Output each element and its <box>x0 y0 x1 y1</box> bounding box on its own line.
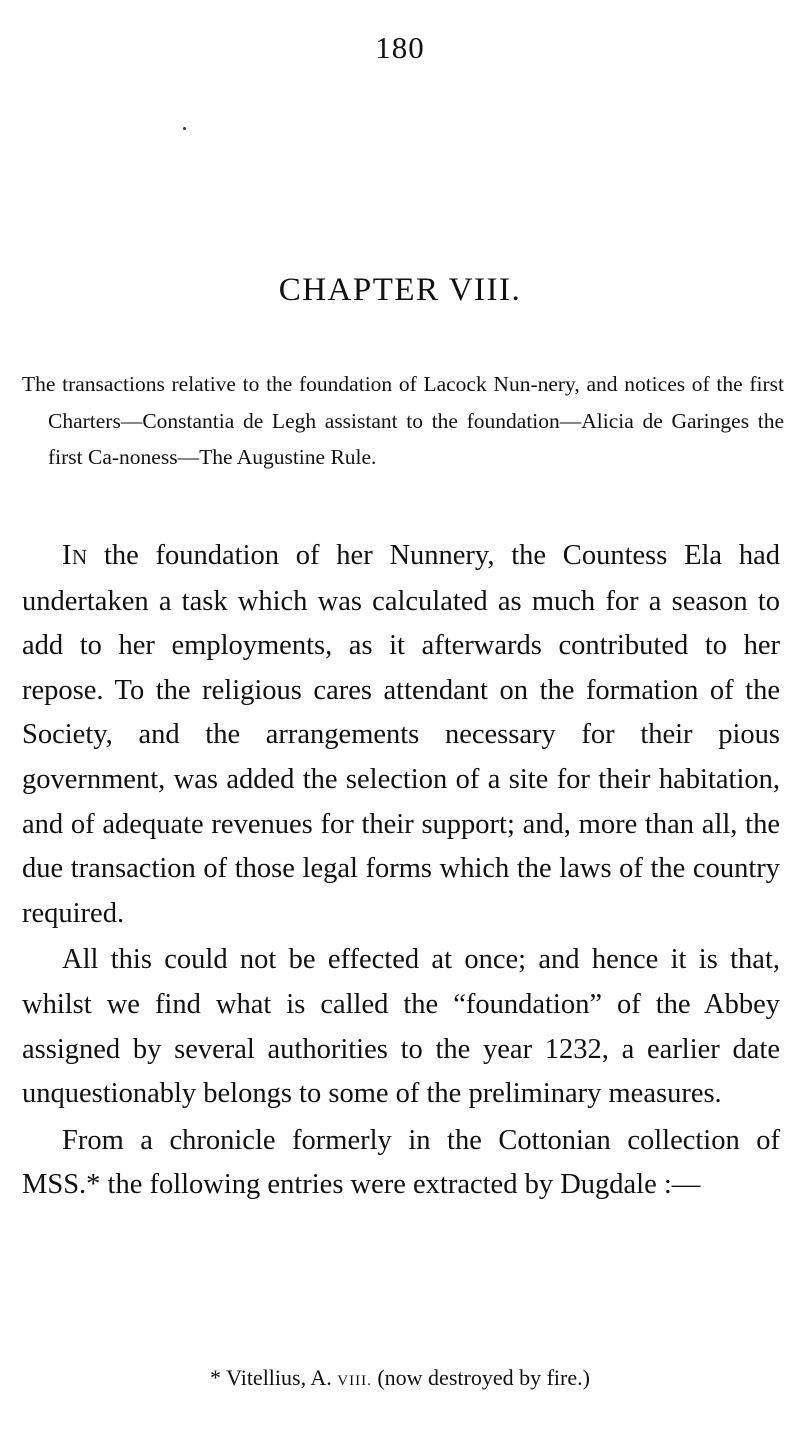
ink-speck <box>183 127 186 130</box>
initial-smallcap: N <box>72 545 88 569</box>
footnote-numeral: VIII. <box>337 1373 372 1389</box>
paragraph-3: From a chronicle formerly in the Cottonian collection of MSS.* the following entries were extracted by Dugdale :— <box>22 1124 780 1201</box>
body-text <box>22 534 780 1208</box>
chapter-summary-text: The transactions relative to the foundation of Lacock Nun-nery, and notices of the first Charters—Constantia de Legh assistant to the foundation—Alicia de Garinges the first Ca-noness—The Augustine Rule. <box>22 372 784 469</box>
footnote-suffix: (now destroyed by fire.) <box>371 1365 590 1390</box>
page-number: 180 <box>375 30 425 65</box>
paragraph-2: All this could not be effected at once; and hence it is that, whilst we find what is called the “foundation” of the Abbey assigned by several authorities to the year 1232, a earlier date unquestionably belongs to some of the preliminary measures. <box>22 944 780 1110</box>
initial-letter: I <box>62 540 72 571</box>
footnote-prefix: * Vitellius, A. <box>210 1365 338 1390</box>
paragraph-1 <box>22 534 780 936</box>
paragraph-1-text: the foundation of her Nunnery, the Countess Ela had undertaken a task which was calculated as much for a season to add to her employments, as it afterwards contributed to her repose. To the religious cares attendant on the formation of the Society, and the arrangements necessary for their pious government, was added the selection of a site for their habitation, and of adequate revenues for their support; and, more than all, the due transaction of those legal forms which the laws of the country required. <box>22 540 780 929</box>
footnote <box>0 1365 800 1391</box>
chapter-summary <box>22 366 784 476</box>
chapter-title: CHAPTER VIII. <box>278 272 522 308</box>
